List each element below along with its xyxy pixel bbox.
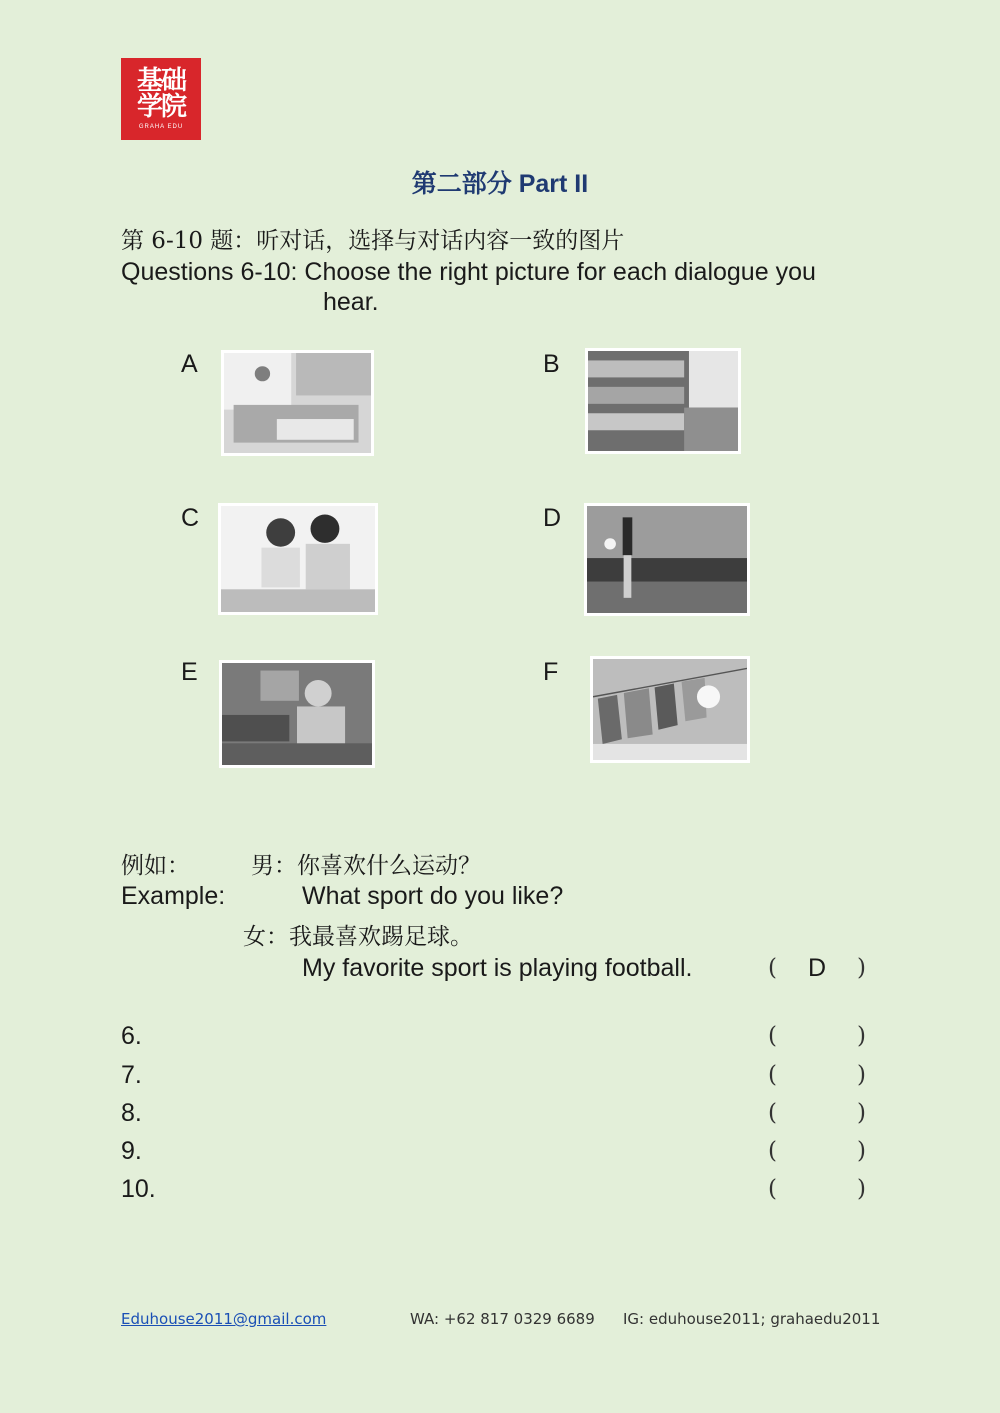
answer-paren-close: ) <box>857 1176 866 1202</box>
football-player-photo <box>584 503 750 616</box>
instruction-en-line2: hear. <box>323 288 379 316</box>
example-paren-open: ( <box>768 955 777 981</box>
picture-label-d: D <box>543 504 562 532</box>
picture-label-f: F <box>543 658 559 686</box>
example-woman-zh: 女：我最喜欢踢足球。 <box>243 924 473 950</box>
supermarket-shelf-photo <box>585 348 741 454</box>
answer-paren-close: ) <box>857 1100 866 1126</box>
logo-glyphs-bottom: 学院 <box>136 92 185 122</box>
answer-paren-open: ( <box>768 1100 777 1126</box>
example-label-en: Example: <box>121 882 226 910</box>
answer-paren-close: ) <box>857 1062 866 1088</box>
answer-paren-open: ( <box>768 1023 777 1049</box>
example-answer: D <box>808 954 827 982</box>
footer-email-link[interactable]: Eduhouse2011@gmail.com <box>121 1310 327 1328</box>
footer-instagram: IG: eduhouse2011; grahaedu2011 <box>623 1310 881 1328</box>
students-studying-photo <box>218 503 378 615</box>
question-number: 9. <box>121 1137 142 1165</box>
question-number: 10. <box>121 1175 156 1203</box>
example-label-zh: 例如： <box>121 853 190 879</box>
doctor-writing-photo <box>221 350 374 456</box>
logo-caption: GRAHA EDU <box>138 124 184 130</box>
example-woman-en: My favorite sport is playing football. <box>302 954 693 982</box>
girl-watching-tv-photo <box>219 660 375 768</box>
question-number: 8. <box>121 1099 142 1127</box>
instruction-zh: 第 6-10 题：听对话，选择与对话内容一致的图片 <box>121 228 625 254</box>
example-man-en: What sport do you like? <box>302 882 564 910</box>
picture-label-c: C <box>181 504 200 532</box>
picture-label-e: E <box>181 658 198 686</box>
laundry-line-photo <box>590 656 750 763</box>
answer-paren-close: ) <box>857 1023 866 1049</box>
picture-label-a: A <box>181 350 198 378</box>
answer-paren-open: ( <box>768 1138 777 1164</box>
graha-edu-logo <box>121 58 201 140</box>
example-man-zh: 男：你喜欢什么运动？ <box>251 853 481 879</box>
example-paren-close: ) <box>857 955 866 981</box>
question-number: 6. <box>121 1022 142 1050</box>
picture-label-b: B <box>543 350 560 378</box>
page-title: 第二部分 Part II <box>411 170 589 198</box>
answer-paren-open: ( <box>768 1176 777 1202</box>
footer-whatsapp: WA: +62 817 0329 6689 <box>410 1310 595 1328</box>
answer-paren-open: ( <box>768 1062 777 1088</box>
instruction-en-line1: Questions 6-10: Choose the right picture for each dialogue you <box>121 258 816 286</box>
answer-paren-close: ) <box>857 1138 866 1164</box>
logo-glyphs-top: 基础 <box>136 66 185 96</box>
question-number: 7. <box>121 1061 142 1089</box>
